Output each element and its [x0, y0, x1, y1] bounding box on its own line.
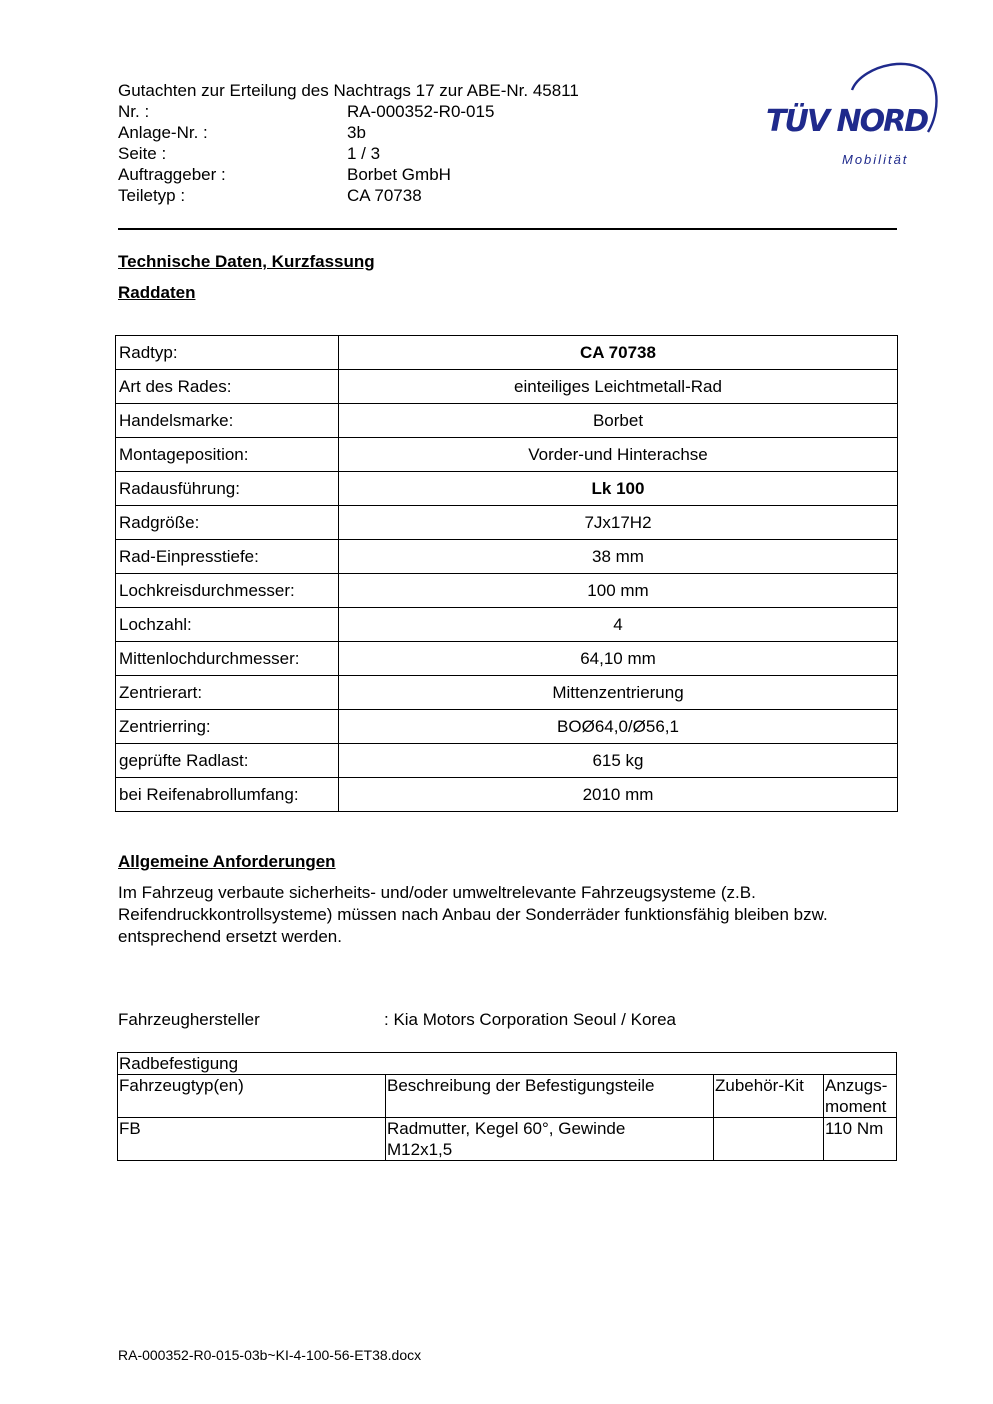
- row-value: CA 70738: [339, 336, 898, 370]
- row-label: Handelsmarke:: [116, 404, 339, 438]
- table-row: [116, 744, 898, 778]
- cell-beschreibung: [386, 1118, 714, 1161]
- header-value: Borbet GmbH: [347, 165, 451, 184]
- row-label: bei Reifenabrollumfang:: [116, 778, 339, 812]
- report-title-text: Gutachten zur Erteilung des Nachtrags 17 zur ABE-Nr. 45811: [118, 81, 579, 100]
- logo-brand: TÜV NORD: [766, 104, 928, 139]
- section-title-allgemein: Allgemeine Anforderungen: [118, 852, 336, 871]
- row-label: Montageposition:: [116, 438, 339, 472]
- row-label: Lochzahl:: [116, 608, 339, 642]
- row-value: 4: [339, 608, 898, 642]
- header-value: CA 70738: [347, 186, 422, 205]
- table-row: [116, 710, 898, 744]
- row-label: Zentrierart:: [116, 676, 339, 710]
- column-header: Beschreibung der Befestigungsteile: [386, 1075, 714, 1118]
- row-label: Art des Rades:: [116, 370, 339, 404]
- header-key: Anlage-Nr. :: [118, 123, 208, 142]
- row-value: 64,10 mm: [339, 642, 898, 676]
- table-row: [116, 472, 898, 506]
- row-value: Mittenzentrierung: [339, 676, 898, 710]
- manufacturer-value: : Kia Motors Corporation Seoul / Korea: [384, 1010, 676, 1029]
- table-row: [116, 574, 898, 608]
- footer-filename: RA-000352-R0-015-03b~KI-4-100-56-ET38.docx: [118, 1347, 422, 1363]
- column-header: Zubehör-Kit: [714, 1075, 824, 1118]
- row-label: Radausführung:: [116, 472, 339, 506]
- table-row: [116, 370, 898, 404]
- cell-fahrzeugtyp: FB: [118, 1118, 386, 1161]
- row-value: 100 mm: [339, 574, 898, 608]
- column-header: Fahrzeugtyp(en): [118, 1075, 386, 1118]
- table-row: [116, 676, 898, 710]
- row-label: Lochkreisdurchmesser:: [116, 574, 339, 608]
- header-line: moment: [825, 1097, 887, 1116]
- row-label: Mittenlochdurchmesser:: [116, 642, 339, 676]
- header-value: RA-000352-R0-015: [347, 102, 495, 121]
- row-value: Lk 100: [339, 472, 898, 506]
- cell-zubehoer-kit: [714, 1118, 824, 1161]
- table-row: [116, 506, 898, 540]
- radbefestigung-table: [117, 1052, 897, 1161]
- table-row: [118, 1118, 897, 1161]
- header-value: 3b: [347, 123, 366, 142]
- header-key: Nr. :: [118, 102, 150, 121]
- table-title: Radbefestigung: [118, 1053, 897, 1075]
- section-title-technical: Technische Daten, Kurzfassung: [118, 252, 375, 271]
- row-value: 7Jx17H2: [339, 506, 898, 540]
- raddaten-table: [115, 335, 898, 812]
- table-row: [116, 608, 898, 642]
- row-value: Borbet: [339, 404, 898, 438]
- row-value: 38 mm: [339, 540, 898, 574]
- table-row: [116, 336, 898, 370]
- cell-line: M12x1,5: [387, 1140, 453, 1159]
- table-row: [116, 540, 898, 574]
- header-value: 1 / 3: [347, 144, 381, 163]
- table-row: [116, 642, 898, 676]
- tuev-nord-logo: [762, 56, 942, 171]
- cell-line: Radmutter, Kegel 60°, Gewinde: [387, 1119, 626, 1138]
- header-line: Anzugs-: [825, 1076, 888, 1095]
- column-header-moment: [824, 1075, 897, 1118]
- row-value: einteiliges Leichtmetall-Rad: [339, 370, 898, 404]
- row-value: BOØ64,0/Ø56,1: [339, 710, 898, 744]
- table-row: [116, 778, 898, 812]
- row-label: Rad-Einpresstiefe:: [116, 540, 339, 574]
- logo-tagline: Mobilität: [842, 152, 909, 167]
- header-key: Auftraggeber :: [118, 165, 226, 184]
- cell-anzugsmoment: 110 Nm: [824, 1118, 897, 1161]
- row-label: Radtyp:: [116, 336, 339, 370]
- manufacturer-label: Fahrzeughersteller: [118, 1010, 260, 1029]
- row-value: Vorder-und Hinterachse: [339, 438, 898, 472]
- row-value: 2010 mm: [339, 778, 898, 812]
- row-value: 615 kg: [339, 744, 898, 778]
- row-label: Zentrierring:: [116, 710, 339, 744]
- row-label: geprüfte Radlast:: [116, 744, 339, 778]
- section-title-raddaten: Raddaten: [118, 283, 196, 302]
- table-row: [116, 438, 898, 472]
- header-key: Seite :: [118, 144, 167, 163]
- table-row: [116, 404, 898, 438]
- requirements-paragraph: Im Fahrzeug verbaute sicherheits- und/oder umweltrelevante Fahrzeugsysteme (z.B. Reifendruckkontrollsysteme) müssen nach Anbau der Sonderräder funktionsfähig bleiben bzw. entsprechend ersetzt werden.: [118, 883, 828, 946]
- header-divider: [118, 228, 897, 230]
- header-key: Teiletyp :: [118, 186, 186, 205]
- table-title-row: [118, 1053, 897, 1075]
- row-label: Radgröße:: [116, 506, 339, 540]
- table-header-row: [118, 1075, 897, 1118]
